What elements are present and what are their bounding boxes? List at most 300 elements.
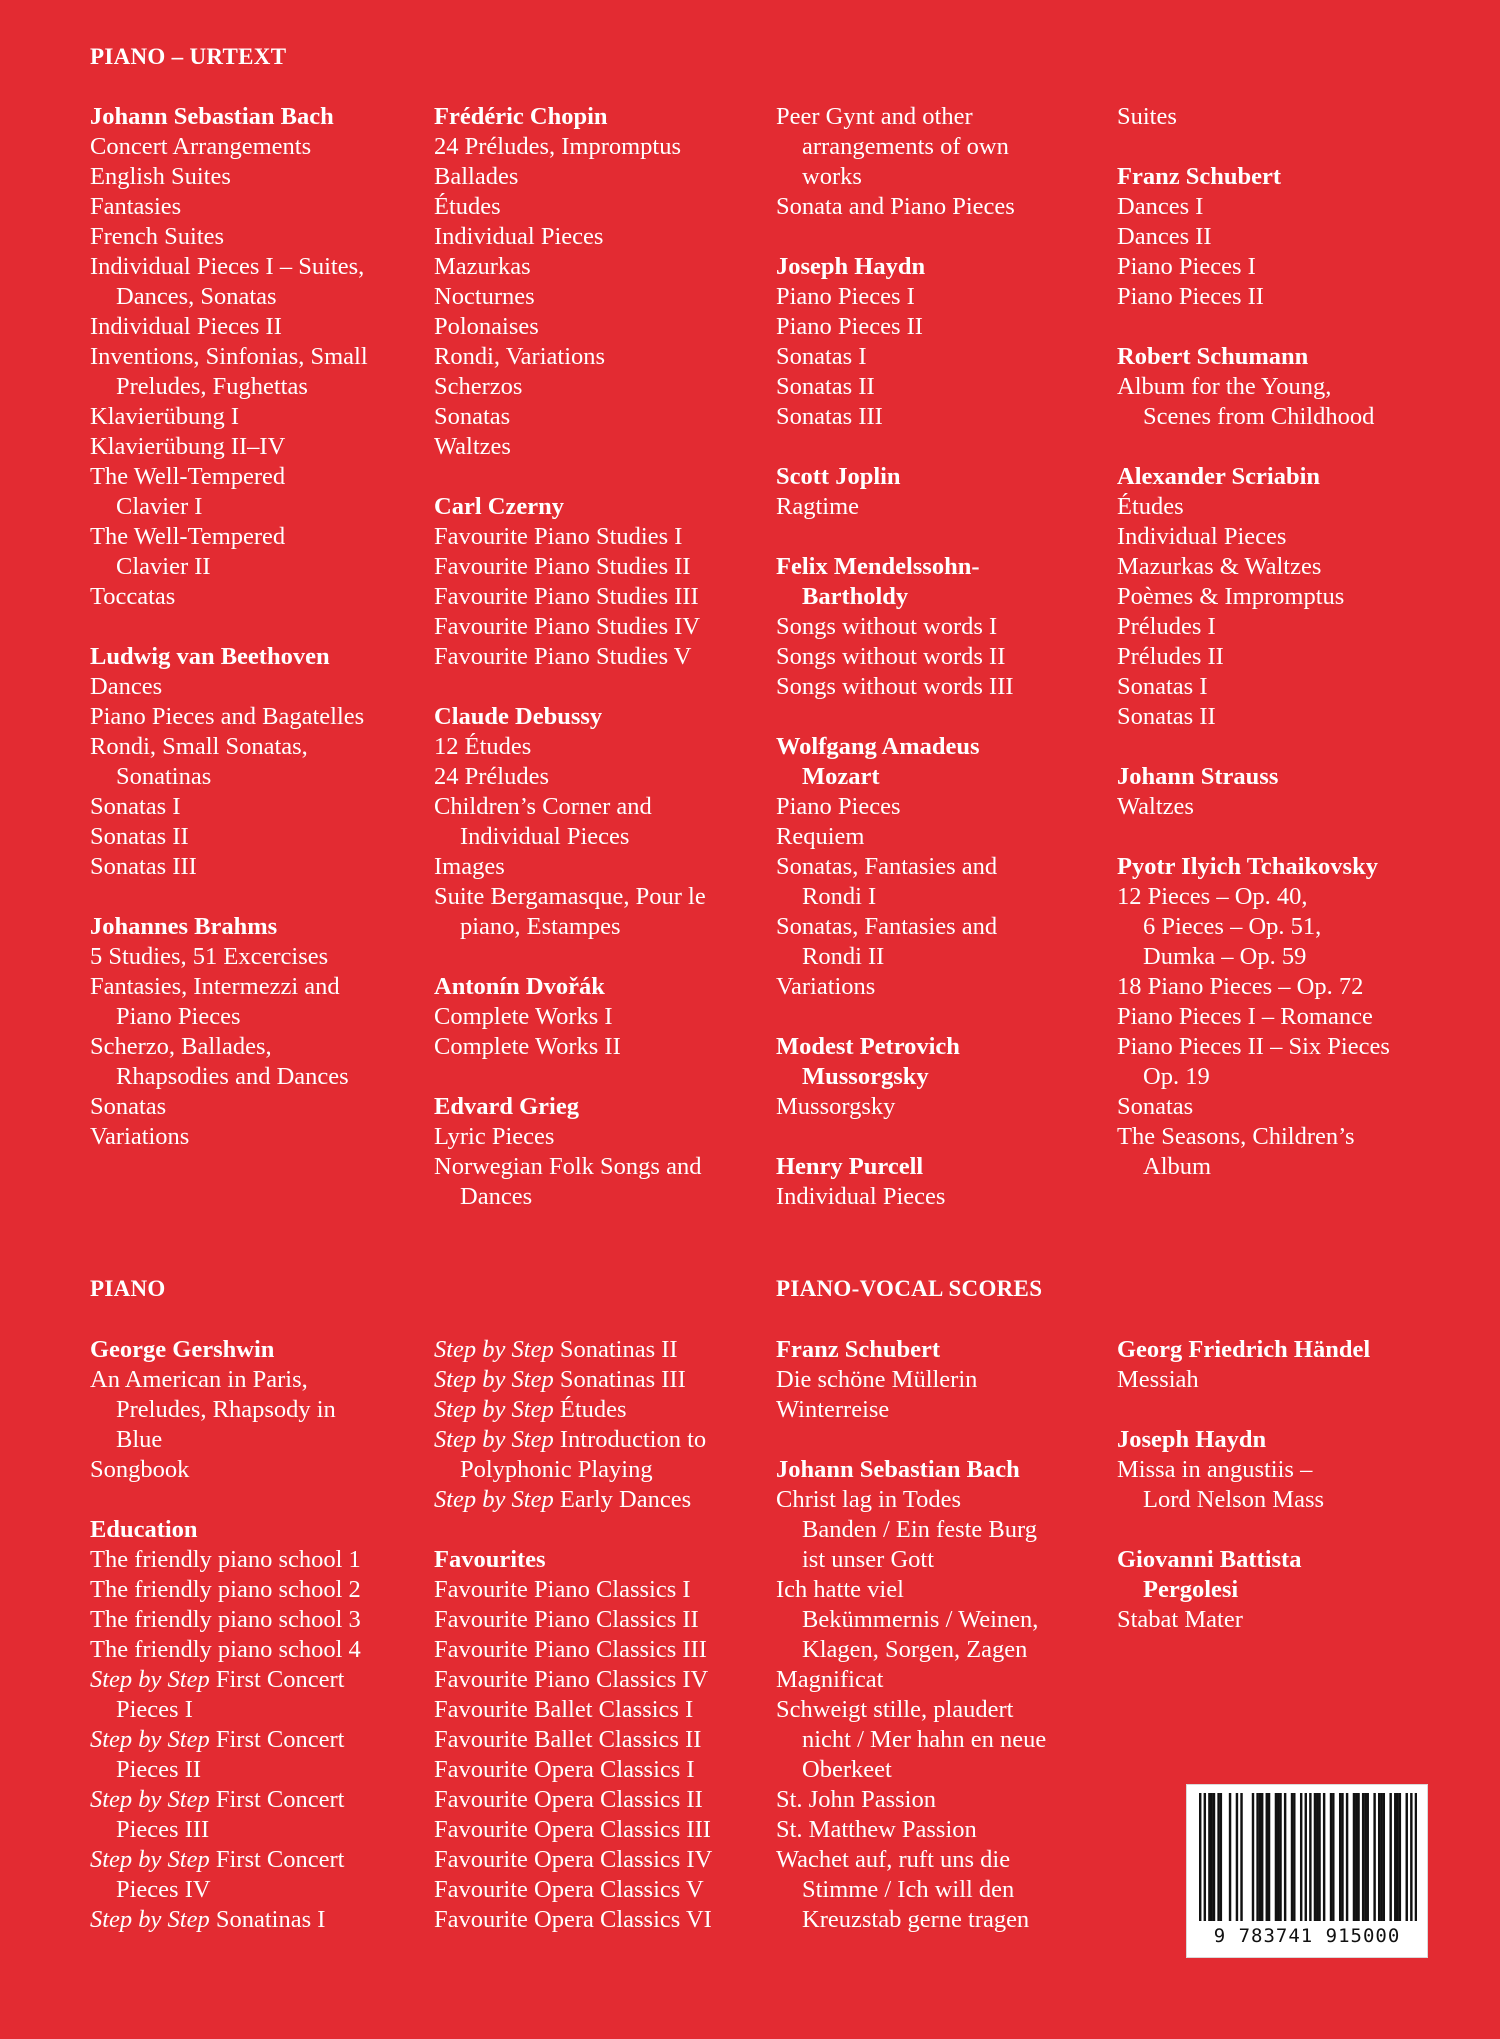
urtext-col-2 <box>434 102 706 1242</box>
catalogue-item <box>1117 642 1390 672</box>
barcode-bar <box>1259 1793 1261 1921</box>
catalogue-item <box>776 1575 1046 1665</box>
item-line: The friendly piano school 4 <box>90 1636 361 1663</box>
catalogue-item <box>776 792 1015 822</box>
item-line-continued: Kreuzstab gerne tragen <box>802 1906 1030 1933</box>
item-line: Songs without words III <box>776 673 1014 700</box>
item-line: Concert Arrangements <box>90 133 312 160</box>
catalogue-group <box>90 102 368 612</box>
item-line-continued: Clavier I <box>116 493 203 520</box>
catalogue-item <box>776 1395 1046 1425</box>
item-line: Sonatas <box>434 403 511 430</box>
catalogue-item <box>434 222 706 252</box>
catalogue-item <box>434 762 706 792</box>
barcode-bar <box>1252 1793 1254 1921</box>
item-line: Favourite Piano Studies I <box>434 523 683 550</box>
barcode-bar <box>1373 1793 1375 1921</box>
catalogue-item <box>1117 282 1390 312</box>
catalogue-item <box>434 432 706 462</box>
composer-heading-continued: Bartholdy <box>802 583 909 610</box>
item-line-continued: Rhapsodies and Dances <box>116 1063 349 1090</box>
catalogue-item <box>90 342 368 402</box>
catalogue-item <box>90 1785 361 1845</box>
catalogue-item <box>434 162 706 192</box>
catalogue-group <box>434 492 706 672</box>
catalogue-group <box>434 102 706 462</box>
barcode-bar <box>1355 1793 1357 1921</box>
item-line-continued: Dumka – Op. 59 <box>1143 943 1307 970</box>
section-title-piano-vocal-scores: PIANO-VOCAL SCORES <box>776 1276 1043 1301</box>
catalogue-item <box>90 1032 368 1092</box>
urtext-col-1 <box>90 102 368 1182</box>
item-line: Step by Step First Concert <box>90 1666 345 1693</box>
catalogue-item <box>90 312 368 342</box>
catalogue-item <box>90 1575 361 1605</box>
catalogue-item <box>1117 702 1390 732</box>
item-line: Suites <box>1117 103 1177 130</box>
item-line: Klavierübung I <box>90 403 239 430</box>
item-line-continued: 6 Pieces – Op. 51, <box>1143 913 1322 940</box>
catalogue-item <box>90 672 368 702</box>
item-line: Die schöne Müllerin <box>776 1366 978 1393</box>
catalogue-item <box>776 1182 1015 1212</box>
catalogue-item <box>1117 972 1390 1002</box>
item-line: Études <box>434 193 501 220</box>
catalogue-group <box>1117 1425 1370 1515</box>
item-line: Children’s Corner and <box>434 793 652 820</box>
barcode-bar <box>1341 1793 1343 1921</box>
item-line: Favourite Ballet Classics II <box>434 1726 702 1753</box>
catalogue-group <box>1117 342 1390 432</box>
item-line: Dances II <box>1117 223 1212 250</box>
barcode-bar <box>1275 1793 1277 1921</box>
catalogue-item <box>434 1725 712 1755</box>
barcode-bar <box>1199 1793 1201 1921</box>
catalogue-item <box>434 522 706 552</box>
catalogue-item <box>434 1755 712 1785</box>
catalogue-item <box>776 1665 1046 1695</box>
item-line: Individual Pieces II <box>90 313 282 340</box>
composer-heading-continued: Mozart <box>802 763 880 790</box>
catalogue-group <box>776 1455 1046 1935</box>
barcode-bar <box>1323 1793 1325 1921</box>
catalogue-item <box>1117 1032 1390 1092</box>
catalogue-item <box>776 1365 1046 1395</box>
item-line: Magnificat <box>776 1666 884 1693</box>
catalogue-item <box>434 852 706 882</box>
item-line: Requiem <box>776 823 865 850</box>
item-line: Ich hatte viel <box>776 1576 904 1603</box>
item-line: The Seasons, Children’s <box>1117 1123 1355 1150</box>
item-line: Sonatas <box>90 1093 167 1120</box>
catalogue-item <box>434 1032 706 1062</box>
item-line: Favourite Opera Classics II <box>434 1786 703 1813</box>
item-line: Variations <box>90 1123 190 1150</box>
catalogue-item <box>434 1365 712 1395</box>
barcode-bar <box>1240 1793 1242 1921</box>
item-line: Préludes II <box>1117 643 1224 670</box>
barcode-bar <box>1396 1793 1398 1921</box>
catalogue-item <box>434 552 706 582</box>
composer-heading: Johann Sebastian Bach <box>90 103 334 130</box>
barcode-bar <box>1380 1793 1382 1921</box>
item-line: Piano Pieces II – Six Pieces <box>1117 1033 1390 1060</box>
barcode-bar <box>1305 1793 1307 1921</box>
item-line: Step by Step Sonatinas II <box>434 1336 678 1363</box>
item-line: Études <box>1117 493 1184 520</box>
catalogue-item <box>90 1545 361 1575</box>
composer-heading: Alexander Scriabin <box>1117 463 1321 490</box>
catalogue-item <box>776 672 1015 702</box>
catalogue-item <box>434 1905 712 1935</box>
item-line: Rondi, Small Sonatas, <box>90 733 308 760</box>
catalogue-item <box>434 642 706 672</box>
item-line: Complete Works I <box>434 1003 613 1030</box>
item-line: Missa in angustiis – <box>1117 1456 1313 1483</box>
item-line: Lyric Pieces <box>434 1123 555 1150</box>
barcode-bar <box>1300 1793 1302 1921</box>
barcode-bar <box>1268 1793 1270 1921</box>
catalogue-group <box>1117 102 1390 132</box>
composer-heading: Joseph Haydn <box>1117 1426 1267 1453</box>
item-line-continued: Lord Nelson Mass <box>1143 1486 1325 1513</box>
item-line: 24 Préludes <box>434 763 549 790</box>
catalogue-item <box>90 252 368 312</box>
catalogue-group <box>434 702 706 942</box>
catalogue-item <box>434 882 706 942</box>
catalogue-item <box>776 102 1015 192</box>
series-name: Step by Step <box>90 1726 210 1753</box>
composer-heading: Carl Czerny <box>434 493 564 520</box>
catalogue-item <box>90 582 368 612</box>
catalogue-item <box>776 1845 1046 1935</box>
barcode-bar <box>1229 1793 1231 1921</box>
item-line: Piano Pieces II <box>776 313 923 340</box>
item-line: Inventions, Sinfonias, Small <box>90 343 368 370</box>
catalogue-item <box>90 192 368 222</box>
catalogue-item <box>434 402 706 432</box>
barcode-bar <box>1332 1793 1334 1921</box>
item-line: 24 Préludes, Impromptus <box>434 133 682 160</box>
composer-heading: Modest Petrovich <box>776 1033 960 1060</box>
item-line: Piano Pieces I – Romance <box>1117 1003 1373 1030</box>
series-name: Step by Step <box>434 1486 554 1513</box>
barcode-bar <box>1220 1793 1222 1921</box>
catalogue-item <box>90 402 368 432</box>
catalogue-item <box>434 282 706 312</box>
item-line: Stabat Mater <box>1117 1606 1243 1633</box>
item-line: 12 Études <box>434 733 532 760</box>
catalogue-item <box>90 462 368 522</box>
item-line: Favourite Opera Classics I <box>434 1756 695 1783</box>
item-line: The friendly piano school 3 <box>90 1606 361 1633</box>
catalogue-item <box>1117 102 1390 132</box>
composer-heading: Frédéric Chopin <box>434 103 608 130</box>
composer-heading: Joseph Haydn <box>776 253 926 280</box>
item-line: Favourite Piano Studies IV <box>434 613 701 640</box>
catalogue-item <box>776 1695 1046 1785</box>
catalogue-item <box>1117 522 1390 552</box>
item-line: Favourite Piano Classics IV <box>434 1666 709 1693</box>
catalogue-group <box>1117 852 1390 1182</box>
catalogue-item <box>776 402 1015 432</box>
item-line: Waltzes <box>434 433 511 460</box>
barcode <box>1186 1784 1428 1958</box>
item-line: Songbook <box>90 1456 190 1483</box>
catalogue-item <box>434 1695 712 1725</box>
catalogue-item <box>90 1905 361 1935</box>
item-line: Individual Pieces <box>1117 523 1287 550</box>
item-line: Favourite Piano Studies II <box>434 553 691 580</box>
catalogue-item <box>90 792 368 822</box>
item-line: Piano Pieces I <box>776 283 915 310</box>
catalogue-item <box>90 942 368 972</box>
item-line-continued: Sonatinas <box>116 763 212 790</box>
barcode-bars <box>1199 1793 1417 1923</box>
item-line: Sonatas II <box>1117 703 1216 730</box>
item-line: Complete Works II <box>434 1033 621 1060</box>
catalogue-item <box>90 162 368 192</box>
item-line: Klavierübung II–IV <box>90 433 286 460</box>
item-line: Sonatas I <box>1117 673 1208 700</box>
catalogue-item <box>90 702 368 732</box>
item-line: Scherzo, Ballades, <box>90 1033 272 1060</box>
catalogue-item <box>1117 192 1390 222</box>
barcode-digits: 9 783741 915000 <box>1213 1925 1401 1947</box>
item-line: Sonatas, Fantasies and <box>776 913 998 940</box>
item-line: Sonatas I <box>90 793 181 820</box>
item-line: The Well-Tempered <box>90 463 286 490</box>
catalogue-group <box>1117 1545 1370 1635</box>
item-line: Mazurkas <box>434 253 531 280</box>
section-title-piano: PIANO <box>90 1276 166 1301</box>
catalogue-group <box>776 1152 1015 1212</box>
catalogue-item <box>776 1815 1046 1845</box>
item-line: Sonatas, Fantasies and <box>776 853 998 880</box>
item-line: Step by Step First Concert <box>90 1726 345 1753</box>
item-line-continued: Blue <box>116 1426 163 1453</box>
item-line: Favourite Piano Studies III <box>434 583 699 610</box>
catalogue-item <box>434 1605 712 1635</box>
item-line: Peer Gynt and other <box>776 103 973 130</box>
catalogue-item <box>90 732 368 792</box>
item-line-continued: Banden / Ein feste Burg <box>802 1516 1037 1543</box>
item-line: Schweigt stille, plaudert <box>776 1696 1014 1723</box>
item-line: English Suites <box>90 163 231 190</box>
catalogue-item <box>1117 1092 1390 1122</box>
catalogue-item <box>434 342 706 372</box>
barcode-bar <box>1236 1793 1238 1921</box>
catalogue-item <box>1117 552 1390 582</box>
catalogue-item <box>90 522 368 582</box>
barcode-bar <box>1330 1793 1332 1921</box>
item-line-continued: Dances <box>460 1183 533 1210</box>
series-name: Step by Step <box>434 1336 554 1363</box>
catalogue-item <box>434 252 706 282</box>
urtext-col-3 <box>776 102 1015 1242</box>
item-line-continued: Polyphonic Playing <box>460 1456 653 1483</box>
catalogue-item <box>90 1635 361 1665</box>
piano-col-2 <box>434 1335 712 1965</box>
catalogue-item <box>90 1845 361 1905</box>
composer-heading: Johann Strauss <box>1117 763 1279 790</box>
composer-heading: Henry Purcell <box>776 1153 924 1180</box>
catalogue-item <box>434 732 706 762</box>
catalogue-item <box>90 1122 368 1152</box>
item-line-continued: Pieces IV <box>116 1876 211 1903</box>
item-line-continued: Bekümmernis / Weinen, <box>802 1606 1039 1633</box>
catalogue-item <box>776 642 1015 672</box>
catalogue-item <box>434 1152 706 1212</box>
catalogue-item <box>1117 672 1390 702</box>
catalogue-item <box>90 1092 368 1122</box>
barcode-bar <box>1346 1793 1348 1921</box>
item-line-continued: Pieces II <box>116 1756 202 1783</box>
barcode-bar <box>1277 1793 1279 1921</box>
item-line: Images <box>434 853 505 880</box>
barcode-bar <box>1217 1793 1219 1921</box>
item-line: Sonatas III <box>776 403 883 430</box>
barcode-bar <box>1210 1793 1212 1921</box>
item-line: Favourite Piano Classics I <box>434 1576 691 1603</box>
item-line-continued: Stimme / Ich will den <box>802 1876 1015 1903</box>
item-line: Winterreise <box>776 1396 890 1423</box>
barcode-bar <box>1364 1793 1366 1921</box>
catalogue-item <box>90 1605 361 1635</box>
item-line: Dances <box>90 673 163 700</box>
composer-heading-continued: Mussorgsky <box>802 1063 929 1090</box>
item-line: Favourite Piano Studies V <box>434 643 692 670</box>
catalogue-group <box>776 462 1015 522</box>
catalogue-item <box>90 1365 361 1455</box>
catalogue-item <box>90 1665 361 1725</box>
item-line-continued: Op. 19 <box>1143 1063 1210 1090</box>
composer-heading: Johannes Brahms <box>90 913 278 940</box>
composer-heading: Wolfgang Amadeus <box>776 733 980 760</box>
barcode-bar <box>1394 1793 1396 1921</box>
catalogue-item <box>90 132 368 162</box>
item-line-continued: arrangements of own <box>802 133 1009 160</box>
catalogue-item <box>90 1725 361 1785</box>
catalogue-group <box>776 552 1015 702</box>
catalogue-item <box>1117 882 1390 972</box>
series-name: Step by Step <box>434 1426 554 1453</box>
item-line: Step by Step Études <box>434 1396 627 1423</box>
item-line: 5 Studies, 51 Excercises <box>90 943 329 970</box>
item-line: Individual Pieces I – Suites, <box>90 253 365 280</box>
item-line: Piano Pieces I <box>1117 253 1256 280</box>
item-line-continued: Piano Pieces <box>116 1003 241 1030</box>
catalogue-item <box>434 1815 712 1845</box>
catalogue-group <box>90 1335 361 1485</box>
catalogue-item <box>776 912 1015 972</box>
item-line-continued: nicht / Mer hahn en neue <box>802 1726 1047 1753</box>
item-line: Songs without words I <box>776 613 998 640</box>
barcode-bar <box>1284 1793 1286 1921</box>
catalogue-item <box>776 492 1015 522</box>
catalogue-item <box>1117 1365 1370 1395</box>
composer-heading: Franz Schubert <box>1117 163 1281 190</box>
piano-col-1 <box>90 1335 361 1965</box>
item-line: Step by Step Sonatinas III <box>434 1366 686 1393</box>
catalogue-group <box>90 1515 361 1935</box>
barcode-bar <box>1378 1793 1380 1921</box>
series-name: Step by Step <box>434 1366 554 1393</box>
item-line: French Suites <box>90 223 225 250</box>
item-line: Favourite Opera Classics VI <box>434 1906 712 1933</box>
barcode-bar <box>1316 1793 1318 1921</box>
item-line: Mussorgsky <box>776 1093 896 1120</box>
item-line-continued: Preludes, Rhapsody in <box>116 1396 336 1423</box>
item-line: Rondi, Variations <box>434 343 606 370</box>
item-line: Mazurkas & Waltzes <box>1117 553 1322 580</box>
barcode-bar <box>1410 1793 1412 1921</box>
catalogue-item <box>1117 252 1390 282</box>
barcode-bar <box>1353 1793 1355 1921</box>
item-line-continued: ist unser Gott <box>802 1546 935 1573</box>
catalogue-item <box>434 312 706 342</box>
item-line: Step by Step First Concert <box>90 1786 345 1813</box>
item-line: Norwegian Folk Songs and <box>434 1153 702 1180</box>
catalogue-item <box>1117 372 1390 432</box>
item-line: Favourite Ballet Classics I <box>434 1696 694 1723</box>
item-line: Sonatas II <box>90 823 189 850</box>
item-line-continued: Preludes, Fughettas <box>116 373 308 400</box>
barcode-bar <box>1383 1793 1385 1921</box>
item-line-continued: Dances, Sonatas <box>116 283 277 310</box>
catalogue-item <box>434 1002 706 1032</box>
item-line-continued: Scenes from Childhood <box>1143 403 1375 430</box>
item-line: Christ lag in Todes <box>776 1486 961 1513</box>
item-line: Step by Step First Concert <box>90 1846 345 1873</box>
item-line-continued: Rondi I <box>802 883 877 910</box>
catalogue-item <box>1117 1605 1370 1635</box>
catalogue-item <box>1117 612 1390 642</box>
series-name: Step by Step <box>434 1396 554 1423</box>
item-line: Fantasies, Intermezzi and <box>90 973 340 1000</box>
barcode-bar <box>1406 1793 1408 1921</box>
item-line: Toccatas <box>90 583 176 610</box>
item-line: Piano Pieces and Bagatelles <box>90 703 365 730</box>
item-line: Individual Pieces <box>776 1183 946 1210</box>
barcode-bar <box>1357 1793 1359 1921</box>
item-line-continued: Album <box>1143 1153 1212 1180</box>
catalogue-item <box>434 1395 712 1425</box>
barcode-bar <box>1367 1793 1369 1921</box>
item-line: St. Matthew Passion <box>776 1816 977 1843</box>
catalogue-group <box>90 642 368 882</box>
item-line: Sonatas II <box>776 373 875 400</box>
catalogue-group <box>1117 762 1390 822</box>
item-line: Préludes I <box>1117 613 1216 640</box>
catalogue-item <box>1117 222 1390 252</box>
catalogue-item <box>776 342 1015 372</box>
item-line-continued: piano, Estampes <box>460 913 621 940</box>
catalogue-item <box>776 1785 1046 1815</box>
composer-heading: Felix Mendelssohn- <box>776 553 980 580</box>
catalogue-item <box>776 852 1015 912</box>
catalogue-group <box>776 1335 1046 1425</box>
barcode-bar <box>1415 1793 1417 1921</box>
catalogue-group <box>776 732 1015 1002</box>
item-line: Variations <box>776 973 876 1000</box>
barcode-bar <box>1362 1793 1364 1921</box>
item-line: 12 Pieces – Op. 40, <box>1117 883 1308 910</box>
composer-heading: Edvard Grieg <box>434 1093 579 1120</box>
barcode-bar <box>1291 1793 1293 1921</box>
catalogue-item <box>434 1122 706 1152</box>
catalogue-group <box>776 252 1015 432</box>
